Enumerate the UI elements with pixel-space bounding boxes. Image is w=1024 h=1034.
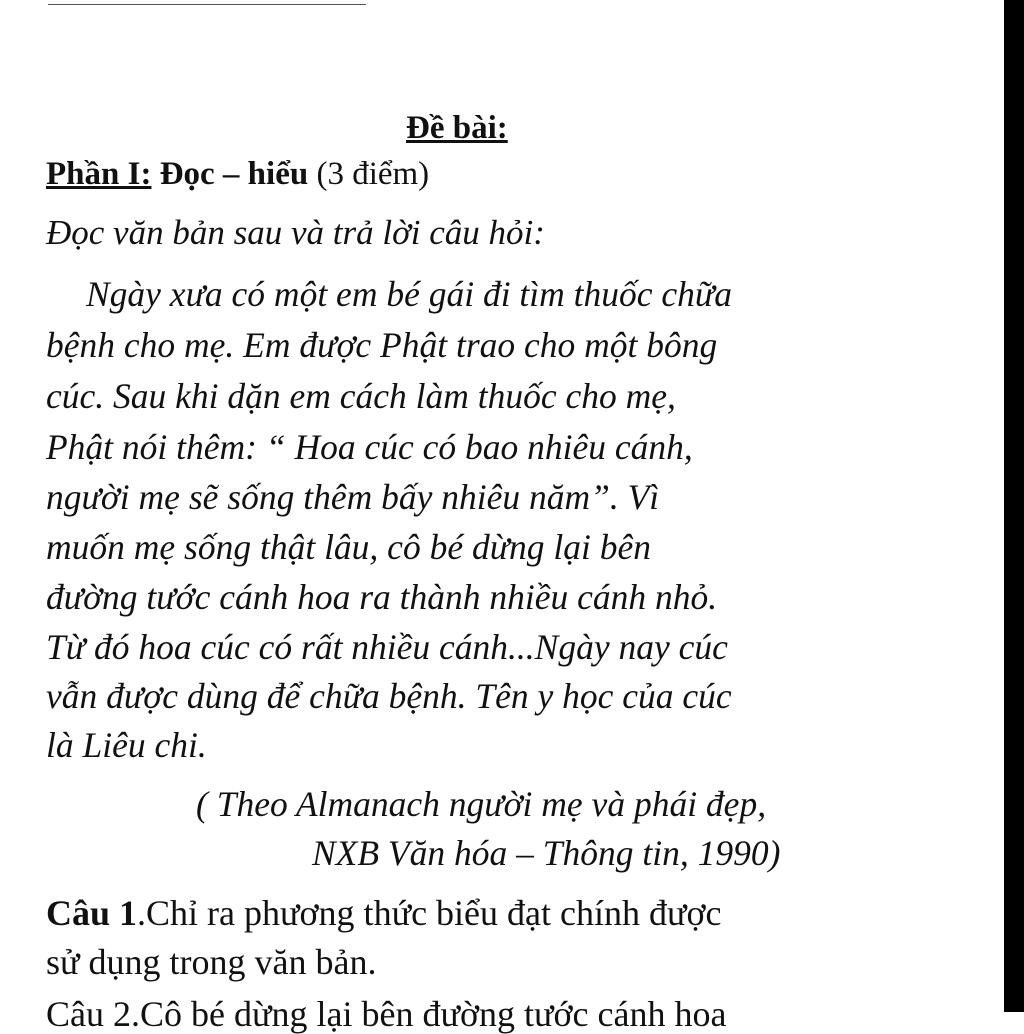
passage-line: Ngày xưa có một em bé gái đi tìm thuốc chữa bbox=[86, 274, 733, 314]
passage-line: người mẹ sẽ sống thêm bấy nhiêu năm”. Vì bbox=[46, 477, 660, 517]
passage-line: muốn mẹ sống thật lâu, cô bé dừng lại bên bbox=[46, 527, 652, 567]
passage-line: là Liêu chi. bbox=[46, 725, 207, 765]
page-edge bbox=[1004, 0, 1024, 1012]
section-label: Phần I: bbox=[46, 156, 152, 192]
question-1-text: .Chỉ ra phương thức biểu đạt chính được bbox=[137, 893, 722, 933]
section-points: (3 điểm) bbox=[308, 156, 430, 192]
source-citation-line2: NXB Văn hóa – Thông tin, 1990) bbox=[312, 833, 781, 873]
section-heading bbox=[46, 154, 429, 194]
passage-line: Phật nói thêm: “ Hoa cúc có bao nhiêu cánh, bbox=[46, 427, 693, 467]
section-title: Đọc – hiểu bbox=[151, 156, 309, 192]
passage-line: đường tước cánh hoa ra thành nhiều cánh nhỏ. bbox=[46, 577, 718, 617]
source-citation-line1: ( Theo Almanach người mẹ và phái đẹp, bbox=[196, 784, 767, 824]
instruction-text: Đọc văn bản sau và trả lời câu hỏi: bbox=[46, 213, 545, 252]
passage-line: bệnh cho mẹ. Em được Phật trao cho một bông bbox=[46, 325, 718, 365]
question-1 bbox=[46, 893, 722, 933]
question-1-label: Câu 1 bbox=[46, 893, 138, 933]
question-2-partial: Câu 2.Cô bé dừng lại bên đường tước cánh hoa bbox=[46, 994, 727, 1034]
page-title: Đề bài: bbox=[406, 110, 508, 146]
cropped-top-line bbox=[48, 0, 366, 5]
passage-line: vẫn được dùng để chữa bệnh. Tên y học của cúc bbox=[46, 676, 732, 716]
question-1-continuation: sử dụng trong văn bản. bbox=[46, 942, 377, 982]
passage-line: cúc. Sau khi dặn em cách làm thuốc cho mẹ, bbox=[46, 376, 676, 416]
passage-line: Từ đó hoa cúc có rất nhiều cánh...Ngày nay cúc bbox=[46, 627, 728, 667]
